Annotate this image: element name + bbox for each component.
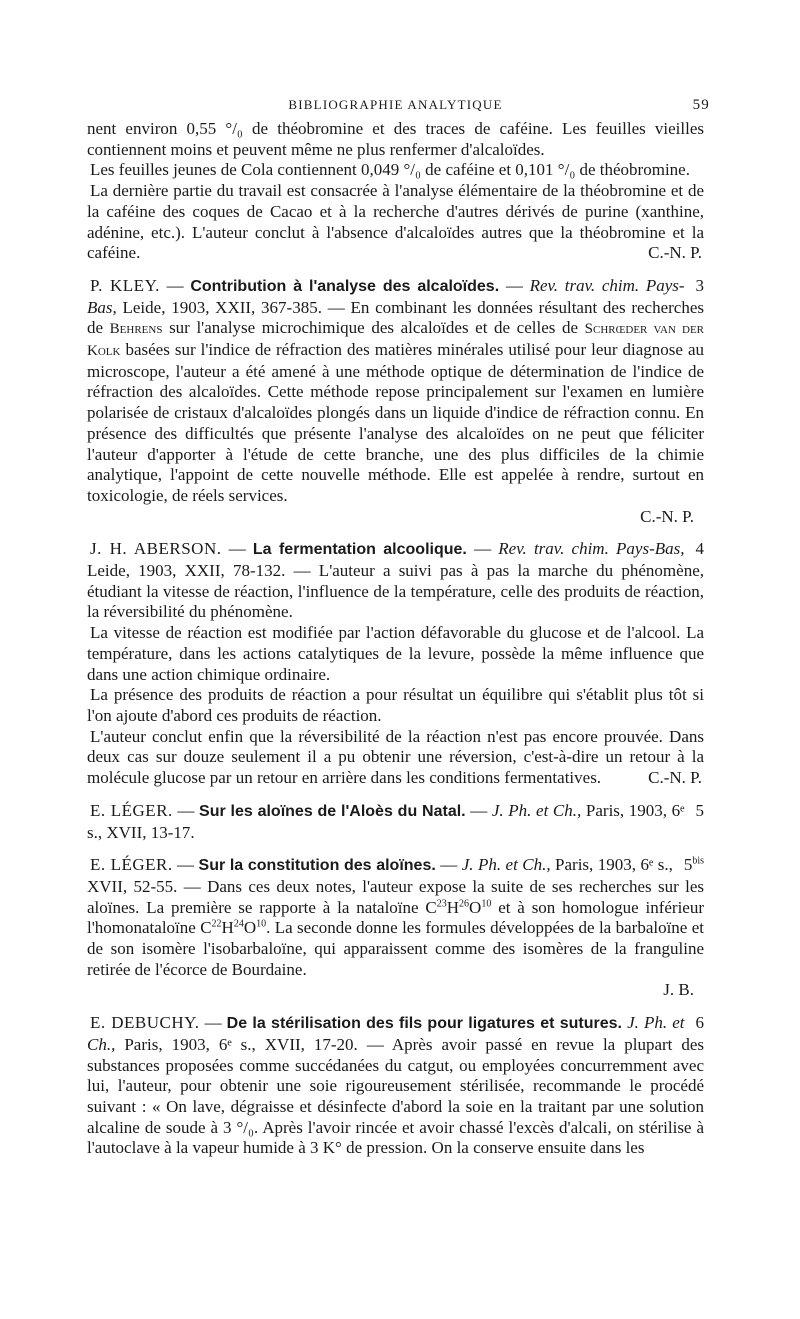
reviewer-signature: C.-N. P.	[648, 768, 702, 788]
entry-paragraph: 3 P. KLEY. — Contribution à l'analyse des alcaloïdes. — Rev. trav. chim. Pays-Bas, Leide, 1903, XXII, 367-385. — En combinant les données résultant des recherches de Behrens sur l'analyse microchimique des alcaloïdes et de celles de Schrœder van der Kolk basées sur l'indice de réfraction des matières minérales utilisé pour leur diagnose au microscope, l'auteur a été amené à une méthode optique de détermination de l'indice de réfraction des alcaloïdes. Cette méthode repose principalement sur l'examen en lumière polarisée de cristaux d'alcaloïdes plongés dans un liquide d'indice de réfraction connu. En présence des difficultés que présente l'analyse des alcaloïdes on ne peut que féliciter l'auteur d'apporter à l'étude de cette branche, une des plus difficiles de la chimie analytique, l'appoint de cette nouvelle méthode. Elle est appelée à rendre, surtout en toxicologie, de réels services.	[87, 275, 705, 505]
reference-number: 4	[695, 539, 704, 559]
formula-subscript: 22	[211, 918, 222, 930]
entry-body: L'auteur conclut enfin que la réversibilité de la réaction n'est pas encore prouvée. Dans deux cas sur douze seulement il a pu obtenir une réversion, c'est-à-dire un retour à la molécule glucose par un retour en arrière dans les conditions fermentatives.	[87, 726, 704, 788]
page-body	[87, 119, 704, 1159]
entry-paragraph: $5^{bis}$ E. LÉGER. — Sur la constitution des aloïnes. — J. Ph. et Ch., Paris, 1903, 6ᵉ s., XVII, 52-55. — Dans ces deux notes, l'auteur expose la suite de ses recherches sur les aloïnes. La première se rapporte à la nataloïne $C^{23}H^{26}O^{10}$ et à son homologue inférieur l'homonataloïne $C^{22}H^{24}O^{10}$. La seconde donne les formules développées de la barbaloïne et de son isomère l'isobarbaloïne, qui apparaissent comme des isomères de la franguline retirée de l'écorce de Bourdaine.	[87, 855, 705, 979]
page-number: 59	[692, 97, 710, 113]
cited-author: Behrens	[109, 321, 163, 338]
reference-number-value: 5	[683, 855, 693, 875]
formula-element: H	[221, 918, 234, 938]
intro-continuation	[87, 119, 704, 264]
entry-paragraph: La vitesse de réaction est modifiée par l'action défavorable du glucose et de l'alcool. La température, dans les actions catalytiques de la levure, possède la même influence que dans une action chimique ordinaire.	[87, 623, 704, 684]
entry-paragraph: 6 E. DEBUCHY. — De la stérilisation des fils pour ligatures et sutures. J. Ph. et Ch., Paris, 1903, 6ᵉ s., XVII, 17-20. — Après avoir passé en revue la plupart des substances proposées comme succédanées du catgut, ou employées concurremment avec lui, l'auteur, pour obtenir une soie rigoureusement stérilisée, recommande le procédé suivant : « On lave, dégraisse et désinfecte d'abord la soie en la traitant par une solution alcaline de soude à 3 °/₀. Après l'avoir rincée et avoir chassé l'excès d'alcali, on stérilise à l'autoclave à la vapeur humide à 3 K° de pression. On la conserve ensuite dans les	[87, 1013, 705, 1158]
entry-paragraph	[87, 727, 704, 789]
reference-number: 5	[695, 800, 704, 820]
formula-subscript: 10	[256, 918, 267, 930]
entry-title: La fermentation alcoolique.	[252, 541, 467, 559]
bibliography-entry-4	[87, 539, 704, 788]
entry-body: sur l'analyse microchimique des alcaloïdes et de celles de	[169, 318, 579, 338]
reference-number-suffix: bis	[692, 855, 704, 867]
journal-reference: J. Ph. et Ch.,	[461, 855, 551, 875]
entry-title: Contribution à l'analyse des alcaloïdes.	[190, 277, 500, 295]
reviewer-signature: J. B.	[663, 980, 694, 1000]
entry-author: E. LÉGER.	[90, 800, 173, 820]
formula-element: O	[469, 897, 482, 917]
bibliography-entry-3	[87, 276, 704, 527]
bibliography-entry-5	[87, 801, 704, 843]
entry-body: — L'auteur a suivi pas à pas la marche du phénomène, étudiant la vitesse de réaction, l'influence de la température, celle des produits de réaction, la réversibilité du phénomène.	[87, 561, 704, 622]
bibliography-entry-5bis	[87, 855, 704, 1001]
reference-details: Leide, 1903, XXII, 78-132.	[87, 561, 286, 581]
entry-paragraph: La présence des produits de réaction a pour résultat un équilibre qui s'établit plus tôt si l'on ajoute d'abord ces produits de réaction.	[87, 685, 704, 725]
entry-author: E. LÉGER.	[90, 855, 173, 875]
entry-title: Sur les aloïnes de l'Aloès du Natal.	[199, 802, 466, 820]
entry-body: — Dans ces deux notes, l'auteur expose la suite de ses recherches sur les aloïnes. La première se rapporte à la nataloïne C	[87, 876, 704, 917]
entry-paragraph: 5 E. LÉGER. — Sur les aloïnes de l'Aloès du Natal. — J. Ph. et Ch., Paris, 1903, 6ᵉ s., XVII, 13-17.	[87, 800, 704, 842]
reviewer-signature: C.-N. P.	[640, 506, 694, 526]
page-header	[87, 97, 710, 119]
intro-paragraph-3-text: La dernière partie du travail est consacrée à l'analyse élémentaire de la théobromine et de la caféine des coques de Cacao et à la recherche d'autres dérivés de purine (xanthine, adénine, etc.). L'auteur conclut à l'absence d'alcaloïdes autres que la théobromine et la caféine.	[87, 181, 704, 263]
entry-title: Sur la constitution des aloïnes.	[198, 857, 436, 875]
entry-author: P. KLEY.	[90, 275, 160, 295]
running-title: BIBLIOGRAPHIE ANALYTIQUE	[288, 97, 503, 112]
reference-number	[681, 855, 704, 876]
formula-subscript: 23	[436, 897, 447, 909]
reference-number: 6	[695, 1013, 704, 1033]
entry-body: basées sur l'indice de réfraction des matières minérales utilisé pour leur diagnose au microscope, l'auteur a été amené à une méthode optique de détermination de l'indice de réfraction des alcaloïdes. Cette méthode repose principalement sur l'examen en lumière polarisée de cristaux d'alcaloïdes plongés dans un liquide d'indice de réfraction connu. En présence des difficultés que présente l'analyse des alcaloïdes on ne peut que féliciter l'auteur d'apporter à l'étude de cette branche, une des plus difficiles de la chimie analytique, l'appoint de cette nouvelle méthode. Elle est appelée à rendre, surtout en toxicologie, de réels services.	[87, 340, 705, 505]
reference-details: Paris, 1903, 6ᵉ s., XVII, 17-20.	[124, 1034, 358, 1054]
reference-details: Paris, 1903, 6ᵉ s., XVII, 13-17.	[87, 800, 685, 842]
entry-body: . La seconde donne les formules développées de la barbaloïne et de son isomère l'isobarbaloïne, qui apparaissent comme des isomères de la franguline retirée de l'écorce de Bourdaine.	[87, 918, 704, 979]
journal-reference: Rev. trav. chim. Pays-Bas,	[498, 539, 685, 559]
formula-subscript: 24	[233, 918, 244, 930]
formula-element: O	[243, 918, 257, 938]
entry-body: — En combinant les données résultant des recherches de	[87, 297, 705, 338]
entry-author: E. DEBUCHY.	[90, 1013, 200, 1033]
reference-details: Paris, 1903, 6ᵉ s., XVII, 52-55.	[87, 855, 673, 896]
journal-reference: J. Ph. et Ch.,	[491, 800, 582, 820]
entry-body: et à son homologue inférieur l'homonataloïne C	[87, 897, 705, 938]
formula-element: H	[446, 897, 460, 917]
reference-details: Leide, 1903, XXII, 367-385.	[122, 297, 322, 317]
journal-reference: J. Ph. et Ch.,	[87, 1013, 685, 1054]
entry-body: — Après avoir passé en revue la plupart des substances proposées comme succédanées du catgut, ou employées concurremment avec lui, l'auteur, pour obtenir une soie rigoureusement stérilisée, recommande le procédé suivant : « On lave, dégraisse et désinfecte d'abord la soie en la traitant par une solution alcaline de soude à 3 °/₀. Après l'avoir rincée et avoir chassé l'excès d'alcali, on stérilise à l'autoclave à la vapeur humide à 3 K° de pression. On la conserve ensuite dans les	[87, 1034, 705, 1158]
entry-author: J. H. ABERSON.	[90, 539, 222, 559]
entry-title: De la stérilisation des fils pour ligatures et sutures.	[226, 1015, 623, 1033]
formula-subscript: 10	[481, 897, 492, 909]
reviewer-signature: C.-N. P.	[648, 243, 702, 263]
cited-author: Schrœder van der Kolk	[87, 321, 705, 360]
intro-paragraph-2: Les feuilles jeunes de Cola contiennent 0,049 °/₀ de caféine et 0,101 °/₀ de théobromine.	[90, 160, 690, 180]
formula-subscript: 26	[459, 897, 470, 909]
entry-paragraph: 4 J. H. ABERSON. — La fermentation alcoolique. — Rev. trav. chim. Pays-Bas, Leide, 1903, XXII, 78-132. — L'auteur a suivi pas à pas la marche du phénomène, étudiant la vitesse de réaction, l'influence de la température, celle des produits de réaction, la réversibilité du phénomène.	[87, 539, 704, 622]
intro-paragraph-1: nent environ 0,55 °/₀ de théobromine et des traces de caféine. Les feuilles vieilles contiennent moins et peuvent même ne plus renfermer d'alcaloïdes.	[87, 119, 704, 159]
bibliography-entry-6	[87, 1013, 704, 1159]
intro-paragraph-3	[87, 181, 704, 264]
journal-reference: Rev. trav. chim. Pays-Bas,	[87, 275, 685, 317]
reference-number: 3	[695, 275, 704, 295]
